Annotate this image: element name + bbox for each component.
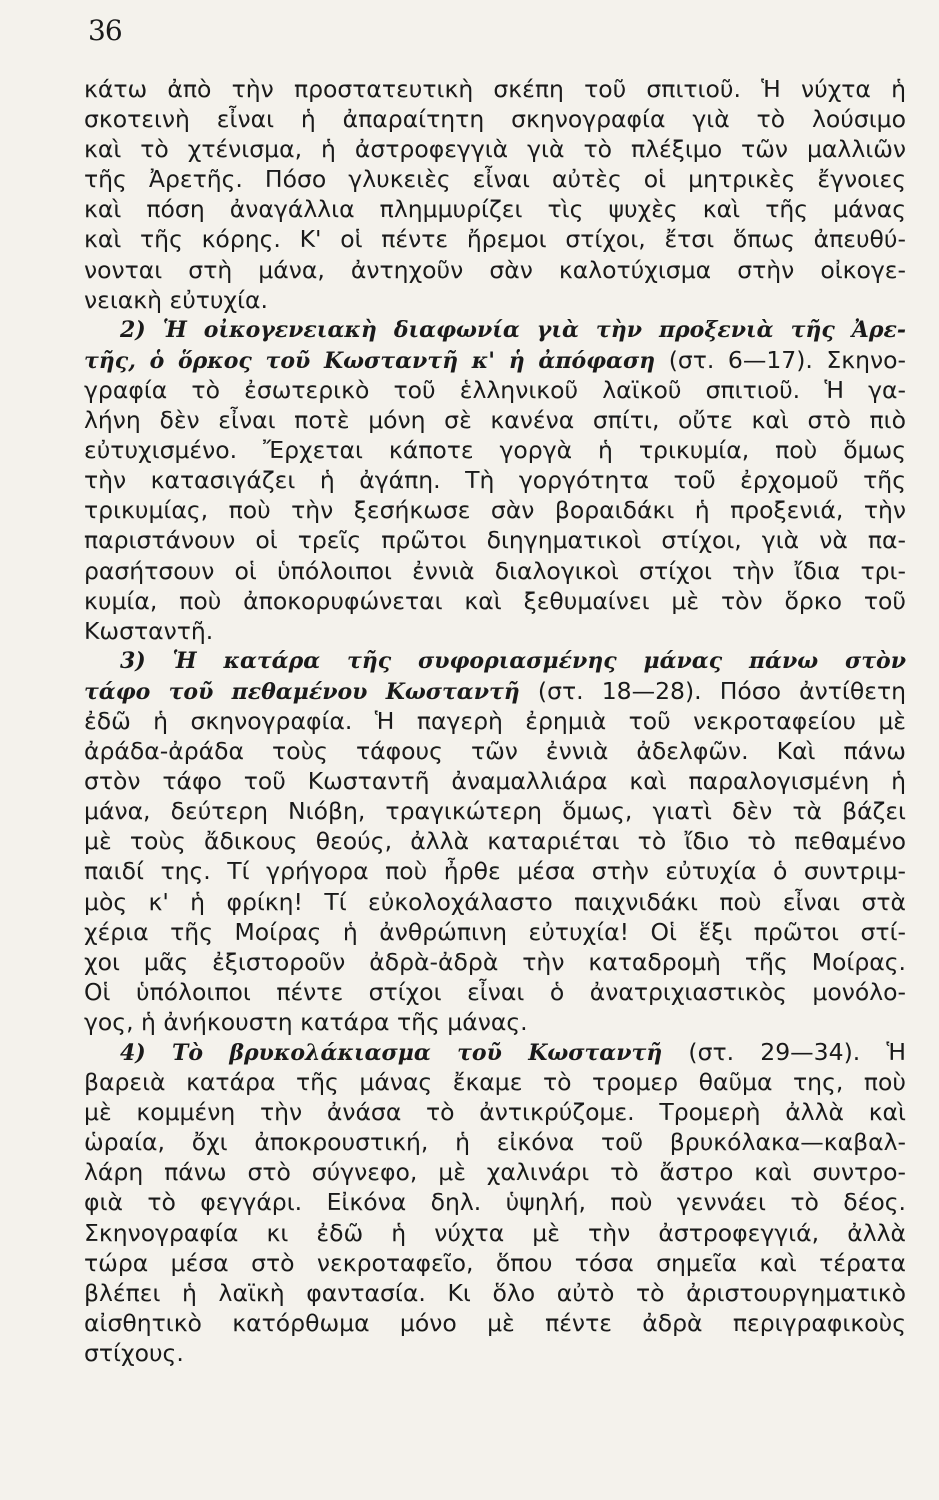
verse-reference: (στ. 29—34). Ἡ (662, 1038, 906, 1066)
section-heading-3-cont: τάφο τοῦ πεθαμένου Κωσταντῆ (84, 678, 520, 705)
text-line: βλέπει ἡ λαϊκὴ φαντασία. Κι ὅλο αὐτὸ τὸ ἀριστουργηματικὸ (84, 1278, 906, 1307)
text-line: Σκηνογραφία κι ἐδῶ ἡ νύχτα μὲ τὴν ἀστροφεγγιά, ἀλλὰ (84, 1218, 906, 1247)
text-line: φιὰ τὸ φεγγάρι. Εἰκόνα δηλ. ὑψηλή, ποὺ γεννάει τὸ δέος. (84, 1188, 906, 1217)
section-heading-4: 4) Τὸ βρυκολάκιασμα τοῦ Κωσταντῆ (120, 1040, 663, 1066)
text-line: βαρειὰ κατάρα τῆς μάνας ἔκαμε τὸ τρομερ θαῦμα της, ποὺ (84, 1068, 906, 1097)
text-line: Οἱ ὑπόλοιποι πέντε στίχοι εἶναι ὁ ἀνατριχιαστικὸς μονόλο- (84, 977, 906, 1006)
text-line: στίχους. (84, 1338, 184, 1367)
text-line: ἀράδα-ἀράδα τοὺς τάφους τῶν ἐννιὰ ἀδελφῶν. Καὶ πάνω (84, 737, 906, 766)
text-line: κυμία, ποὺ ἀποκορυφώνεται καὶ ξεθυμαίνει μὲ τὸν ὅρκο τοῦ (84, 586, 906, 615)
text-line: παριστάνουν οἱ τρεῖς πρῶτοι διηγηματικοὶ στίχοι, γιὰ νὰ πα- (84, 526, 906, 555)
text-line: λήνη δὲν εἶναι ποτὲ μόνη σὲ κανένα σπίτι, οὔτε καὶ στὸ πιὸ (84, 406, 906, 435)
text-line: μὲ τοὺς ἄδικους θεούς, ἀλλὰ καταριέται τὸ ἴδιο τὸ πεθαμένο (84, 827, 906, 856)
text-line (84, 1037, 906, 1067)
text-line: παιδί της. Τί γρήγορα ποὺ ἦρθε μέσα στὴν εὐτυχία ὁ συντριμ- (84, 857, 906, 886)
text-line: ὡραία, ὄχι ἀποκρουστική, ἡ εἰκόνα τοῦ βρυκόλακα—καβαλ- (84, 1128, 906, 1157)
text-line: αἰσθητικὸ κατόρθωμα μόνο μὲ πέντε ἀδρὰ περιγραφικοὺς (84, 1308, 906, 1337)
section-heading-2-cont: τῆς, ὁ ὅρκος τοῦ Κωσταντῆ κ' ἡ ἀπόφαση (84, 347, 656, 374)
verse-reference: (στ. 6—17). Σκηνο- (655, 345, 906, 374)
text-line: τῆς Ἀρετῆς. Πόσο γλυκειὲς εἶναι αὐτὲς οἱ μητρικὲς ἔγνοιες (84, 165, 906, 194)
text-line: κάτω ἀπὸ τὴν προστατευτικὴ σκέπη τοῦ σπιτιοῦ. Ἡ νύχτα ἡ (84, 75, 906, 103)
body-text (84, 74, 906, 1368)
text-line: στὸν τάφο τοῦ Κωσταντῆ ἀναμαλλιάρα καὶ παραλογισμένη ἡ (84, 767, 906, 796)
text-line: λάρη πάνω στὸ σύγνεφο, μὲ χαλινάρι τὸ ἄστρο καὶ συντρο- (84, 1158, 906, 1187)
text-line: καὶ τὸ χτένισμα, ἡ ἀστροφεγγιὰ γιὰ τὸ πλέξιμο τῶν μαλλιῶν (84, 135, 906, 164)
section-heading-2: 2) Ἡ οἰκογενειακὴ διαφωνία γιὰ τὴν προξενιὰ τῆς Ἀρε- (120, 316, 906, 343)
text-line: ἐδῶ ἡ σκηνογραφία. Ἡ παγερὴ ἐρημιὰ τοῦ νεκροταφείου μὲ (84, 706, 906, 735)
text-line: Κωσταντῆ. (84, 616, 214, 645)
text-line: καὶ τῆς κόρης. Κ' οἱ πέντε ἤρεμοι στίχοι, ἔτσι ὅπως ἀπευθύ- (84, 225, 906, 254)
text-line: νειακὴ εὐτυχία. (84, 285, 269, 314)
text-line (84, 345, 906, 375)
text-line (84, 676, 906, 706)
text-line: νονται στὴ μάνα, ἀντηχοῦν σὰν καλοτύχισμα στὴν οἰκογε- (84, 255, 906, 284)
text-line: γραφία τὸ ἐσωτερικὸ τοῦ ἑλληνικοῦ λαϊκοῦ σπιτιοῦ. Ἡ γα- (84, 375, 906, 404)
text-line: μάνα, δεύτερη Νιόβη, τραγικώτερη ὅμως, γιατὶ δὲν τὰ βάζει (84, 797, 906, 826)
text-line: τὴν κατασιγάζει ἡ ἀγάπη. Τὴ γοργότητα τοῦ ἐρχομοῦ τῆς (84, 466, 906, 495)
page-number: 36 (88, 14, 122, 47)
text-line: εὐτυχισμένο. Ἔρχεται κάποτε γοργὰ ἡ τρικυμία, ποὺ ὅμως (84, 436, 906, 465)
text-line: γος, ἡ ἀνήκουστη κατάρα τῆς μάνας. (84, 1007, 528, 1036)
text-line: μὸς κ' ἡ φρίκη! Τί εὐκολοχάλαστο παιχνιδάκι ποὺ εἶναι στὰ (84, 887, 906, 916)
verse-reference: (στ. 18—28). Πόσο ἀντίθετη (519, 676, 906, 705)
text-line: ρασήτσουν οἱ ὑπόλοιποι ἐννιὰ διαλογικοὶ στίχοι τὴν ἴδια τρι- (84, 556, 906, 585)
text-line: τρικυμίας, ποὺ τὴν ξεσήκωσε σὰν βοραιδάκι ἡ προξενιά, τὴν (84, 496, 906, 525)
text-line: χέρια τῆς Μοίρας ἡ ἀνθρώπινη εὐτυχία! Οἱ ἕξι πρῶτοι στί- (84, 917, 906, 946)
text-line: χοι μᾶς ἐξιστοροῦν ἀδρὰ-ἀδρὰ τὴν καταδρομὴ τῆς Μοίρας. (84, 947, 906, 976)
text-line: τώρα μέσα στὸ νεκροταφεῖο, ὅπου τόσα σημεῖα καὶ τέρατα (84, 1248, 906, 1277)
text-line: μὲ κομμένη τὴν ἀνάσα τὸ ἀντικρύζομε. Τρομερὴ ἀλλὰ καὶ (84, 1098, 906, 1127)
text-line: σκοτεινὴ εἶναι ἡ ἀπαραίτητη σκηνογραφία γιὰ τὸ λούσιμο (84, 105, 906, 134)
section-heading-3: 3) Ἡ κατάρα τῆς συφοριασμένης μάνας πάνω στὸν (120, 647, 906, 674)
text-line: καὶ πόση ἀναγάλλια πλημμυρίζει τὶς ψυχὲς καὶ τῆς μάνας (84, 195, 906, 224)
